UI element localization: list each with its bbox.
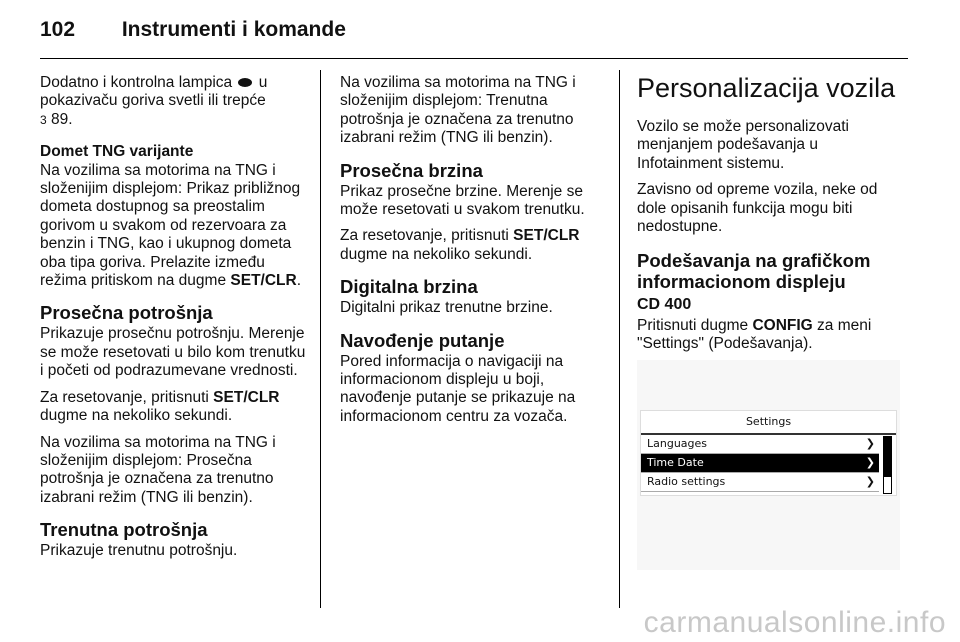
- scrollbar-thumb[interactable]: [884, 437, 891, 477]
- reset-text-b: dugme na nekoliko sekundi.: [340, 245, 533, 263]
- cd400-heading: CD 400: [637, 296, 692, 314]
- config-button-name: CONFIG: [752, 316, 813, 334]
- watermark: carmanualsonline.info: [643, 606, 946, 639]
- tng-paragraph: Na vozilima sa motorima na TNG i složenijim displejom: Prosečna potrošnja je označena za trenutno izabrani režim (TNG ili benzin).: [40, 433, 276, 506]
- graphic-display-heading: Podešavanja na grafičkom informacionom displeju: [637, 250, 871, 293]
- config-text-b: za meni "Settings" (Podešavanja).: [637, 316, 872, 353]
- brzina-heading: Prosečna brzina: [340, 159, 483, 181]
- column-1: [40, 74, 312, 569]
- brzina-text: Prikaz prosečne brzine. Merenje se može resetovati u svakom trenutku.: [340, 182, 585, 219]
- settings-display: [640, 410, 897, 496]
- reset-paragraph: [40, 389, 312, 426]
- reset-button-name: SET/CLR: [213, 388, 280, 406]
- main-heading: Personalizacija vozila: [637, 73, 896, 103]
- menu-item-radio-settings[interactable]: [641, 473, 879, 492]
- menu-item-label: Time Date: [647, 456, 704, 469]
- nav-heading: Navođenje putanje: [340, 329, 505, 351]
- chevron-right-icon: ❯: [865, 437, 875, 450]
- domet-heading: Domet TNG varijante: [40, 143, 194, 161]
- intro-text-b: u pokazivaču goriva svetli ili trepće: [40, 74, 268, 110]
- domet-text: Na vozilima sa motorima na TNG i složenijim displejom: Prikaz približnog dometa dostupnog sa preostalim gorivom u svakom od rezervoara za benzin i TNG, kao i ukupnog dometa oba tipa goriva. Prelazite između režima pritiskom na dugme: [40, 161, 301, 290]
- nav-text: Pored informacija o navigaciji na informacionom displeju u boji, navođenje putanje se prikazuje na informacionom centru za vozača.: [340, 352, 576, 425]
- reset-paragraph-2: [340, 227, 612, 264]
- intro-reference[interactable]: 89.: [51, 110, 73, 128]
- scrollbar[interactable]: [883, 436, 892, 494]
- domet-button-name: SET/CLR: [230, 272, 297, 290]
- menu-item-languages[interactable]: [641, 435, 879, 454]
- header-rule: [40, 58, 908, 59]
- page-number: 102: [40, 18, 76, 41]
- column-divider-2: [619, 70, 620, 608]
- menu-item-time-date[interactable]: [641, 454, 879, 473]
- domet-paragraph: Na vozilima sa motorima na TNG i složenijim displejom: Prikaz približnog dometa dostupnog sa preostalim gorivom u svakom od rezervoara za benzin i TNG, kao i ukupnog dometa oba tipa goriva. Prelazite između režima pritiskom na dugme SET/CLR.: [40, 161, 302, 290]
- prosecna-text: Prikazuje prosečnu potrošnju. Merenje se može resetovati u bilo kom trenutku i početi od podrazumevane vrednosti.: [40, 325, 306, 380]
- page-title: Instrumenti i komande: [121, 18, 346, 41]
- intro-paragraph: [40, 74, 312, 129]
- reset-text-a: Za resetovanje, pritisnuti: [40, 388, 209, 406]
- chevron-right-icon: ❯: [865, 456, 875, 469]
- intro-text-a: Dodatno i kontrolna lampica: [40, 74, 233, 91]
- config-text-a: Pritisnuti dugme: [637, 316, 749, 334]
- tng-paragraph-2: Na vozilima sa motorima na TNG i složenijim displejom: Trenutna potrošnja je označena za trenutno izabrani režim (TNG ili benzin).: [340, 74, 576, 147]
- personalization-intro: Vozilo se može personalizovati menjanjem podešavanja u Infotainment sistemu.: [637, 118, 849, 172]
- column-2: [340, 74, 612, 434]
- digital-heading: Digitalna brzina: [340, 276, 478, 298]
- menu-item-label: Languages: [647, 437, 708, 450]
- personalization-note: Zavisno od opreme vozila, neke od dole opisanih funkcija mogu biti nedostupne.: [637, 181, 878, 236]
- chevron-right-icon: ❯: [865, 475, 875, 488]
- page-header: [40, 18, 346, 42]
- reset-button-name: SET/CLR: [513, 227, 580, 245]
- indicator-lamp-icon: [238, 78, 252, 87]
- settings-title: Settings: [641, 411, 896, 435]
- config-paragraph: [637, 317, 899, 354]
- prosecna-heading: Prosečna potrošnja: [40, 302, 213, 324]
- reset-text-a: Za resetovanje, pritisnuti: [340, 227, 509, 245]
- column-divider-1: [320, 70, 321, 608]
- page-reference-icon: 3: [40, 112, 47, 127]
- reset-text-b: dugme na nekoliko sekundi.: [40, 407, 233, 425]
- trenutna-text: Prikazuje trenutnu potrošnju.: [40, 542, 238, 560]
- menu-item-label: Radio settings: [647, 475, 726, 488]
- trenutna-heading: Trenutna potrošnja: [40, 519, 208, 541]
- digital-text: Digitalni prikaz trenutne brzine.: [340, 299, 553, 317]
- column-3: [637, 72, 899, 362]
